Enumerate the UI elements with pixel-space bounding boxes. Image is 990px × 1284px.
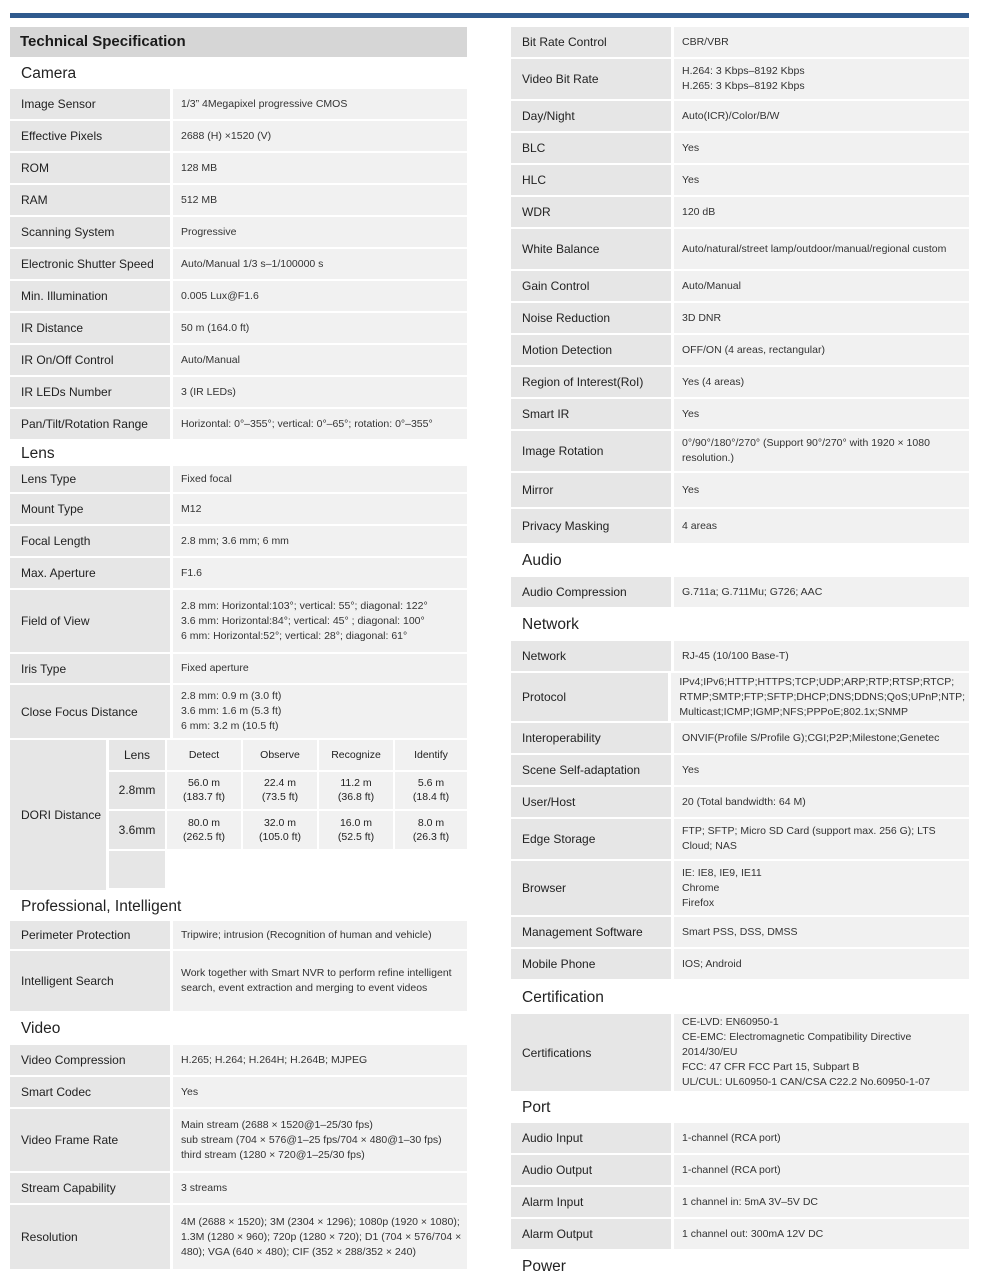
- spec-row: [511, 1187, 969, 1217]
- section-heading-professional: Professional, Intelligent: [21, 897, 182, 915]
- dori-value-cell: 80.0 m (262.5 ft): [167, 811, 241, 848]
- spec-value: 120 dB: [674, 197, 969, 227]
- spec-label: Network: [511, 641, 671, 671]
- spec-label: Perimeter Protection: [10, 921, 170, 949]
- spec-label: Intelligent Search: [10, 951, 170, 1011]
- spec-row: [10, 377, 467, 407]
- right-column: [511, 27, 969, 1283]
- spec-label: Electronic Shutter Speed: [10, 249, 170, 279]
- dori-header-row: [109, 740, 467, 770]
- spec-label: BLC: [511, 133, 671, 163]
- spec-value: FTP; SFTP; Micro SD Card (support max. 256 G); LTS Cloud; NAS: [674, 819, 969, 859]
- spec-row: [10, 345, 467, 375]
- dori-empty-row: [109, 851, 467, 888]
- spec-value: M12: [173, 494, 467, 524]
- dori-grid: [109, 740, 467, 890]
- spec-label: Video Frame Rate: [10, 1109, 170, 1171]
- spec-label: User/Host: [511, 787, 671, 817]
- spec-value: Auto/natural/street lamp/outdoor/manual/regional custom: [674, 229, 969, 269]
- dori-row: [109, 811, 467, 848]
- spec-row: [10, 249, 467, 279]
- spec-row: [10, 1045, 467, 1075]
- dori-empty-cell: [109, 851, 165, 888]
- spec-row: [10, 558, 467, 588]
- spec-value: OFF/ON (4 areas, rectangular): [674, 335, 969, 365]
- spec-row: [511, 509, 969, 543]
- spec-row: [10, 121, 467, 151]
- section-heading-lens: Lens: [21, 444, 55, 462]
- section-heading-port: Port: [522, 1099, 551, 1116]
- spec-row: [10, 921, 467, 949]
- spec-row: [10, 654, 467, 683]
- spec-label: Scene Self-adaptation: [511, 755, 671, 785]
- spec-value: 128 MB: [173, 153, 467, 183]
- spec-value: 50 m (164.0 ft): [173, 313, 467, 343]
- spec-row: [511, 101, 969, 131]
- spec-row: [511, 949, 969, 979]
- spec-label: ROM: [10, 153, 170, 183]
- left-column: [10, 27, 467, 1271]
- spec-label: Field of View: [10, 590, 170, 652]
- spec-label: Close Focus Distance: [10, 685, 170, 738]
- spec-row: [10, 281, 467, 311]
- section-heading-video: Video: [21, 1020, 61, 1037]
- spec-row: [10, 153, 467, 183]
- section-heading-certification: Certification: [522, 988, 604, 1006]
- spec-value: Auto/Manual: [173, 345, 467, 375]
- spec-label: Lens Type: [10, 466, 170, 492]
- spec-row: [10, 1205, 467, 1269]
- spec-value: G.711a; G.711Mu; G726; AAC: [674, 577, 969, 607]
- spec-label: Scanning System: [10, 217, 170, 247]
- page-title: Technical Specification: [10, 27, 467, 57]
- spec-row: [10, 951, 467, 1011]
- spec-value: ONVIF(Profile S/Profile G);CGI;P2P;Milestone;Genetec: [674, 723, 969, 753]
- spec-row: [511, 399, 969, 429]
- dori-distance-table: [10, 740, 467, 890]
- spec-value: 2.8 mm; 3.6 mm; 6 mm: [173, 526, 467, 556]
- spec-value: Yes: [674, 755, 969, 785]
- spec-value: 0°/90°/180°/270° (Support 90°/270° with 1920 × 1080 resolution.): [674, 431, 969, 471]
- dori-lens-cell: 2.8mm: [109, 772, 165, 809]
- spec-value: 2.8 mm: 0.9 m (3.0 ft) 3.6 mm: 1.6 m (5.3 ft) 6 mm: 3.2 m (10.5 ft): [173, 685, 467, 738]
- spec-value: 1 channel in: 5mA 3V–5V DC: [674, 1187, 969, 1217]
- spec-value: Horizontal: 0°–355°; vertical: 0°–65°; rotation: 0°–355°: [173, 409, 467, 439]
- spec-label: Max. Aperture: [10, 558, 170, 588]
- spec-row: [511, 819, 969, 859]
- dori-header-cell: Detect: [167, 740, 241, 770]
- spec-row: [511, 1155, 969, 1185]
- spec-label: Effective Pixels: [10, 121, 170, 151]
- spec-row: [10, 494, 467, 524]
- spec-label: Region of Interest(RoI): [511, 367, 671, 397]
- spec-value: 2.8 mm: Horizontal:103°; vertical: 55°; diagonal: 122° 3.6 mm: Horizontal:84°; vertical: 45° ; diagonal: 100° 6 mm: Horizontal:52°; vertical: 28°; diagonal: 61°: [173, 590, 467, 652]
- spec-value: IE: IE8, IE9, IE11 Chrome Firefox: [674, 861, 969, 915]
- spec-label: HLC: [511, 165, 671, 195]
- spec-label: Video Compression: [10, 1045, 170, 1075]
- spec-value: Work together with Smart NVR to perform refine intelligent search, event extraction and merging to event videos: [173, 951, 467, 1011]
- section-heading-network: Network: [522, 616, 579, 633]
- spec-value: 3D DNR: [674, 303, 969, 333]
- dori-value-cell: 22.4 m (73.5 ft): [243, 772, 317, 809]
- spec-label: Smart IR: [511, 399, 671, 429]
- spec-label: Alarm Output: [511, 1219, 671, 1249]
- dori-header-cell: Observe: [243, 740, 317, 770]
- spec-label: Pan/Tilt/Rotation Range: [10, 409, 170, 439]
- spec-value: 1-channel (RCA port): [674, 1155, 969, 1185]
- spec-label: Smart Codec: [10, 1077, 170, 1107]
- spec-value: Smart PSS, DSS, DMSS: [674, 917, 969, 947]
- dori-header-cell: Identify: [395, 740, 467, 770]
- spec-value: Auto(ICR)/Color/B/W: [674, 101, 969, 131]
- spec-row: [10, 217, 467, 247]
- spec-label: Noise Reduction: [511, 303, 671, 333]
- spec-label: Stream Capability: [10, 1173, 170, 1203]
- spec-label: IR On/Off Control: [10, 345, 170, 375]
- spec-label: Privacy Masking: [511, 509, 671, 543]
- spec-row: [511, 59, 969, 99]
- spec-value: RJ-45 (10/100 Base-T): [674, 641, 969, 671]
- spec-label: Alarm Input: [511, 1187, 671, 1217]
- spec-value: Yes: [674, 133, 969, 163]
- top-accent-bar: [10, 13, 969, 18]
- spec-label: Audio Compression: [511, 577, 671, 607]
- dori-value-cell: 8.0 m (26.3 ft): [395, 811, 467, 848]
- spec-label: Focal Length: [10, 526, 170, 556]
- spec-label: Edge Storage: [511, 819, 671, 859]
- spec-label: Audio Output: [511, 1155, 671, 1185]
- section-heading-power: Power: [522, 1258, 566, 1275]
- dori-value-cell: 32.0 m (105.0 ft): [243, 811, 317, 848]
- spec-label: RAM: [10, 185, 170, 215]
- spec-value: 1/3” 4Megapixel progressive CMOS: [173, 89, 467, 119]
- spec-row: [10, 1173, 467, 1203]
- spec-row: [511, 787, 969, 817]
- spec-value: Tripwire; intrusion (Recognition of human and vehicle): [173, 921, 467, 949]
- section-heading-camera: Camera: [21, 65, 77, 82]
- spec-label: Image Rotation: [511, 431, 671, 471]
- spec-label: WDR: [511, 197, 671, 227]
- dori-header-cell: Lens: [109, 740, 165, 770]
- spec-label: Video Bit Rate: [511, 59, 671, 99]
- spec-value: Auto/Manual: [674, 271, 969, 301]
- spec-value: 4M (2688 × 1520); 3M (2304 × 1296); 1080p (1920 × 1080); 1.3M (1280 × 960); 720p (1280 × 720); D1 (704 × 576/704 × 480); VGA (640 × 480); CIF (352 × 288/352 × 240): [173, 1205, 467, 1269]
- spec-label: IR Distance: [10, 313, 170, 343]
- spec-value: Fixed aperture: [173, 654, 467, 683]
- spec-value: Yes: [674, 399, 969, 429]
- spec-value: 1 channel out: 300mA 12V DC: [674, 1219, 969, 1249]
- spec-label: Audio Input: [511, 1123, 671, 1153]
- spec-row: [511, 197, 969, 227]
- spec-row: [511, 1219, 969, 1249]
- spec-value: 3 streams: [173, 1173, 467, 1203]
- section-heading-audio: Audio: [522, 552, 562, 569]
- spec-label: Interoperability: [511, 723, 671, 753]
- spec-row: [511, 1014, 969, 1091]
- spec-label: Motion Detection: [511, 335, 671, 365]
- spec-label: White Balance: [511, 229, 671, 269]
- spec-row: [511, 473, 969, 507]
- spec-value: IPv4;IPv6;HTTP;HTTPS;TCP;UDP;ARP;RTP;RTSP;RTCP; RTMP;SMTP;FTP;SFTP;DHCP;DNS;DDNS;QoS;UPnP;NTP; Multicast;ICMP;IGMP;NFS;PPPoE;802.1x;SNMP: [671, 673, 969, 721]
- spec-value: Yes: [674, 165, 969, 195]
- spec-row: [511, 431, 969, 471]
- spec-label: Mobile Phone: [511, 949, 671, 979]
- spec-label: Management Software: [511, 917, 671, 947]
- spec-label: IR LEDs Number: [10, 377, 170, 407]
- spec-value: CBR/VBR: [674, 27, 969, 57]
- dori-row: [109, 772, 467, 809]
- spec-row: [10, 685, 467, 738]
- spec-row: [511, 165, 969, 195]
- spec-row: [511, 917, 969, 947]
- spec-label: Min. Illumination: [10, 281, 170, 311]
- spec-row: [511, 1123, 969, 1153]
- spec-value: 0.005 Lux@F1.6: [173, 281, 467, 311]
- spec-label: Image Sensor: [10, 89, 170, 119]
- spec-label: Mount Type: [10, 494, 170, 524]
- spec-value: 1-channel (RCA port): [674, 1123, 969, 1153]
- spec-row: [511, 271, 969, 301]
- spec-label: Day/Night: [511, 101, 671, 131]
- dori-value-cell: 16.0 m (52.5 ft): [319, 811, 393, 848]
- spec-row: [511, 577, 969, 607]
- spec-label: Bit Rate Control: [511, 27, 671, 57]
- spec-row: [10, 466, 467, 492]
- spec-row: [511, 335, 969, 365]
- dori-label: DORI Distance: [10, 740, 106, 890]
- dori-value-cell: 5.6 m (18.4 ft): [395, 772, 467, 809]
- spec-row: [511, 755, 969, 785]
- dori-lens-cell: 3.6mm: [109, 811, 165, 848]
- spec-label: Browser: [511, 861, 671, 915]
- spec-row: [10, 526, 467, 556]
- spec-label: Protocol: [511, 673, 668, 721]
- spec-row: [10, 590, 467, 652]
- dori-value-cell: 56.0 m (183.7 ft): [167, 772, 241, 809]
- spec-label: Certifications: [511, 1014, 671, 1091]
- spec-row: [511, 229, 969, 269]
- spec-row: [511, 27, 969, 57]
- spec-value: 2688 (H) ×1520 (V): [173, 121, 467, 151]
- spec-label: Iris Type: [10, 654, 170, 683]
- spec-value: Fixed focal: [173, 466, 467, 492]
- spec-value: Main stream (2688 × 1520@1–25/30 fps) sub stream (704 × 576@1–25 fps/704 × 480@1–30 fps) third stream (1280 × 720@1–25/30 fps): [173, 1109, 467, 1171]
- spec-row: [511, 367, 969, 397]
- spec-value: F1.6: [173, 558, 467, 588]
- spec-value: IOS; Android: [674, 949, 969, 979]
- spec-row: [10, 1109, 467, 1171]
- spec-row: [10, 89, 467, 119]
- spec-row: [511, 641, 969, 671]
- spec-value: 3 (IR LEDs): [173, 377, 467, 407]
- spec-row: [511, 303, 969, 333]
- dori-empty-cell: [167, 851, 467, 888]
- spec-value: 20 (Total bandwidth: 64 M): [674, 787, 969, 817]
- spec-value: Yes (4 areas): [674, 367, 969, 397]
- spec-value: Progressive: [173, 217, 467, 247]
- spec-row: [511, 723, 969, 753]
- spec-row: [511, 673, 969, 721]
- spec-row: [511, 133, 969, 163]
- spec-value: H.264: 3 Kbps–8192 Kbps H.265: 3 Kbps–8192 Kbps: [674, 59, 969, 99]
- spec-row: [511, 861, 969, 915]
- spec-value: CE-LVD: EN60950-1 CE-EMC: Electromagnetic Compatibility Directive 2014/30/EU FCC: 47 CFR FCC Part 15, Subpart B UL/CUL: UL60950-1 CAN/CSA C22.2 No.60950-1-07: [674, 1014, 969, 1091]
- spec-label: Mirror: [511, 473, 671, 507]
- spec-value: H.265; H.264; H.264H; H.264B; MJPEG: [173, 1045, 467, 1075]
- spec-value: Yes: [173, 1077, 467, 1107]
- spec-row: [10, 409, 467, 439]
- spec-value: Yes: [674, 473, 969, 507]
- dori-header-cell: Recognize: [319, 740, 393, 770]
- spec-label: Gain Control: [511, 271, 671, 301]
- spec-value: Auto/Manual 1/3 s–1/100000 s: [173, 249, 467, 279]
- dori-value-cell: 11.2 m (36.8 ft): [319, 772, 393, 809]
- spec-value: 4 areas: [674, 509, 969, 543]
- spec-value: 512 MB: [173, 185, 467, 215]
- spec-row: [10, 1077, 467, 1107]
- spec-row: [10, 185, 467, 215]
- spec-label: Resolution: [10, 1205, 170, 1269]
- spec-row: [10, 313, 467, 343]
